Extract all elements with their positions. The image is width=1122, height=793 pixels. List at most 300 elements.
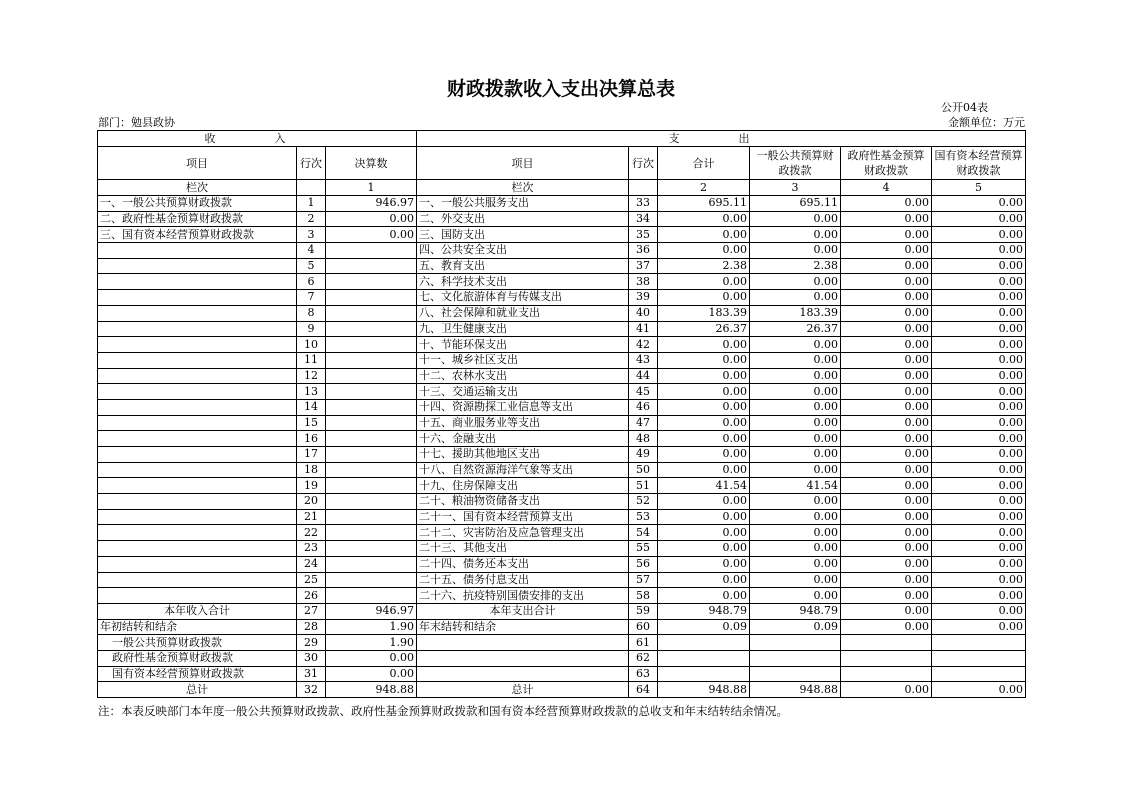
expense-item [417, 650, 629, 666]
expense-row-no: 49 [629, 447, 658, 463]
expense-total: 0.00 [658, 431, 750, 447]
expense-total: 0.00 [658, 243, 750, 259]
table-row [98, 682, 1026, 698]
expense-item: 十八、自然资源海洋气象等支出 [417, 462, 629, 478]
state-capital-amount: 0.00 [932, 321, 1026, 337]
col-label: 栏次 [417, 180, 629, 196]
income-row-no: 12 [297, 368, 326, 384]
income-amount [326, 478, 417, 494]
income-amount [326, 415, 417, 431]
gov-fund-amount: 0.00 [841, 243, 932, 259]
general-budget-amount [750, 666, 841, 682]
gov-fund-amount: 0.00 [841, 368, 932, 384]
gov-fund-amount: 0.00 [841, 196, 932, 212]
state-capital-amount: 0.00 [932, 384, 1026, 400]
expense-total: 0.00 [658, 556, 750, 572]
table-row [98, 525, 1026, 541]
income-item [98, 368, 297, 384]
table-row [98, 368, 1026, 384]
income-amount [326, 431, 417, 447]
income-amount [326, 525, 417, 541]
table-row [98, 243, 1026, 259]
state-capital-amount: 0.00 [932, 509, 1026, 525]
general-budget-amount: 0.00 [750, 352, 841, 368]
gov-fund-amount: 0.00 [841, 352, 932, 368]
income-row-no: 11 [297, 352, 326, 368]
income-row-no: 13 [297, 384, 326, 400]
expense-item: 五、教育支出 [417, 258, 629, 274]
expense-total: 0.00 [658, 447, 750, 463]
income-row-no: 10 [297, 337, 326, 353]
expense-item: 九、卫生健康支出 [417, 321, 629, 337]
gov-fund-amount: 0.00 [841, 682, 932, 698]
income-row-no: 19 [297, 478, 326, 494]
expense-total: 26.37 [658, 321, 750, 337]
general-budget-amount: 41.54 [750, 478, 841, 494]
gov-fund-amount: 0.00 [841, 227, 932, 243]
income-row-no: 23 [297, 541, 326, 557]
general-budget-amount: 0.00 [750, 525, 841, 541]
income-row-no: 1 [297, 196, 326, 212]
income-row-no: 31 [297, 666, 326, 682]
state-capital-amount: 0.00 [932, 619, 1026, 635]
income-item: 二、政府性基金预算财政拨款 [98, 211, 297, 227]
expense-total: 0.00 [658, 509, 750, 525]
income-item: 本年收入合计 [98, 603, 297, 619]
table-row [98, 227, 1026, 243]
income-amount [326, 337, 417, 353]
state-capital-amount: 0.00 [932, 211, 1026, 227]
budget-table [97, 130, 1026, 698]
expense-total: 0.00 [658, 274, 750, 290]
income-row-no: 4 [297, 243, 326, 259]
income-amount [326, 384, 417, 400]
expense-row-no: 39 [629, 290, 658, 306]
state-capital-amount: 0.00 [932, 556, 1026, 572]
gov-fund-amount [841, 650, 932, 666]
expense-item: 三、国防支出 [417, 227, 629, 243]
general-budget-amount: 0.00 [750, 290, 841, 306]
table-row [98, 635, 1026, 651]
table-row [98, 196, 1026, 212]
state-capital-amount: 0.00 [932, 227, 1026, 243]
expense-row-no: 57 [629, 572, 658, 588]
state-capital-amount: 0.00 [932, 258, 1026, 274]
expense-row-no: 53 [629, 509, 658, 525]
income-amount: 948.88 [326, 682, 417, 698]
expense-item: 一、一般公共服务支出 [417, 196, 629, 212]
expense-row-no: 34 [629, 211, 658, 227]
state-capital-amount: 0.00 [932, 682, 1026, 698]
expense-total: 0.00 [658, 211, 750, 227]
income-row-no: 5 [297, 258, 326, 274]
expense-section-header: 支 出 [417, 131, 1026, 147]
income-amount [326, 494, 417, 510]
income-item [98, 556, 297, 572]
expense-total: 183.39 [658, 305, 750, 321]
income-amount [326, 447, 417, 463]
expense-item: 十九、住房保障支出 [417, 478, 629, 494]
income-item: 三、国有资本经营预算财政拨款 [98, 227, 297, 243]
expense-total: 695.11 [658, 196, 750, 212]
income-item [98, 321, 297, 337]
state-capital-amount: 0.00 [932, 196, 1026, 212]
income-item [98, 384, 297, 400]
expense-row-no: 45 [629, 384, 658, 400]
income-item [98, 258, 297, 274]
gov-fund-amount: 0.00 [841, 462, 932, 478]
table-row [98, 290, 1026, 306]
income-row-no: 20 [297, 494, 326, 510]
state-capital-amount [932, 666, 1026, 682]
general-budget-header: 一般公共预算财政拨款 [750, 147, 841, 180]
gov-fund-amount: 0.00 [841, 399, 932, 415]
expense-row-no: 56 [629, 556, 658, 572]
col-index: 2 [658, 180, 750, 196]
expense-item: 四、公共安全支出 [417, 243, 629, 259]
table-row [98, 556, 1026, 572]
income-row-no: 7 [297, 290, 326, 306]
gov-fund-header: 政府性基金预算财政拨款 [841, 147, 932, 180]
general-budget-amount: 0.00 [750, 227, 841, 243]
state-capital-amount: 0.00 [932, 399, 1026, 415]
general-budget-amount: 0.00 [750, 462, 841, 478]
expense-row-no: 37 [629, 258, 658, 274]
general-budget-amount: 0.00 [750, 399, 841, 415]
gov-fund-amount: 0.00 [841, 478, 932, 494]
gov-fund-amount: 0.00 [841, 603, 932, 619]
table-row [98, 337, 1026, 353]
income-amount [326, 399, 417, 415]
income-amount: 0.00 [326, 650, 417, 666]
income-row-no: 3 [297, 227, 326, 243]
expense-item: 二、外交支出 [417, 211, 629, 227]
section-header-row [98, 131, 1026, 147]
expense-total: 0.00 [658, 588, 750, 604]
gov-fund-amount [841, 635, 932, 651]
general-budget-amount: 695.11 [750, 196, 841, 212]
expense-item: 二十六、抗疫特别国债安排的支出 [417, 588, 629, 604]
income-item [98, 525, 297, 541]
expense-item: 二十一、国有资本经营预算支出 [417, 509, 629, 525]
expense-total: 0.00 [658, 415, 750, 431]
table-row [98, 352, 1026, 368]
expense-item [417, 666, 629, 682]
income-row-no: 18 [297, 462, 326, 478]
income-row-no: 28 [297, 619, 326, 635]
gov-fund-amount: 0.00 [841, 556, 932, 572]
expense-total: 0.00 [658, 541, 750, 557]
income-item: 一般公共预算财政拨款 [98, 635, 297, 651]
income-item-header: 项目 [98, 147, 297, 180]
expense-item: 十三、交通运输支出 [417, 384, 629, 400]
state-capital-amount: 0.00 [932, 274, 1026, 290]
expense-item: 总计 [417, 682, 629, 698]
income-row-no: 16 [297, 431, 326, 447]
state-capital-amount: 0.00 [932, 494, 1026, 510]
income-item [98, 494, 297, 510]
blank-cell [297, 180, 326, 196]
general-budget-amount: 948.88 [750, 682, 841, 698]
expense-row-no: 55 [629, 541, 658, 557]
income-row-no: 30 [297, 650, 326, 666]
expense-total: 0.00 [658, 399, 750, 415]
gov-fund-amount: 0.00 [841, 509, 932, 525]
expense-total: 0.00 [658, 572, 750, 588]
income-amount [326, 274, 417, 290]
expense-item: 本年支出合计 [417, 603, 629, 619]
income-item [98, 572, 297, 588]
expense-total: 0.00 [658, 494, 750, 510]
expense-total: 0.00 [658, 290, 750, 306]
expense-row-no: 35 [629, 227, 658, 243]
income-row-no: 24 [297, 556, 326, 572]
income-amount [326, 258, 417, 274]
income-amount [326, 509, 417, 525]
expense-item: 二十四、债务还本支出 [417, 556, 629, 572]
expense-total: 41.54 [658, 478, 750, 494]
expense-row-no-header: 行次 [629, 147, 658, 180]
state-capital-amount: 0.00 [932, 447, 1026, 463]
col-index: 5 [932, 180, 1026, 196]
income-amount [326, 541, 417, 557]
table-row [98, 541, 1026, 557]
income-item: 总计 [98, 682, 297, 698]
income-row-no: 14 [297, 399, 326, 415]
expense-item: 十六、金融支出 [417, 431, 629, 447]
general-budget-amount: 183.39 [750, 305, 841, 321]
state-capital-amount: 0.00 [932, 415, 1026, 431]
income-amount [326, 462, 417, 478]
expense-row-no: 51 [629, 478, 658, 494]
col-index: 4 [841, 180, 932, 196]
income-item: 年初结转和结余 [98, 619, 297, 635]
income-item [98, 588, 297, 604]
income-amount: 0.00 [326, 211, 417, 227]
income-row-no: 17 [297, 447, 326, 463]
expense-row-no: 46 [629, 399, 658, 415]
state-capital-amount: 0.00 [932, 305, 1026, 321]
general-budget-amount: 0.09 [750, 619, 841, 635]
expense-total: 948.88 [658, 682, 750, 698]
state-capital-amount: 0.00 [932, 431, 1026, 447]
gov-fund-amount: 0.00 [841, 258, 932, 274]
gov-fund-amount [841, 666, 932, 682]
general-budget-amount: 0.00 [750, 447, 841, 463]
table-row [98, 384, 1026, 400]
expense-row-no: 47 [629, 415, 658, 431]
general-budget-amount: 0.00 [750, 243, 841, 259]
state-capital-amount: 0.00 [932, 290, 1026, 306]
expense-row-no: 43 [629, 352, 658, 368]
table-row [98, 494, 1026, 510]
table-row [98, 431, 1026, 447]
income-row-no: 6 [297, 274, 326, 290]
expense-item [417, 635, 629, 651]
expense-row-no: 52 [629, 494, 658, 510]
expense-total [658, 650, 750, 666]
general-budget-amount: 26.37 [750, 321, 841, 337]
gov-fund-amount: 0.00 [841, 447, 932, 463]
expense-row-no: 59 [629, 603, 658, 619]
income-row-no: 27 [297, 603, 326, 619]
expense-row-no: 44 [629, 368, 658, 384]
income-row-no: 29 [297, 635, 326, 651]
state-capital-amount: 0.00 [932, 462, 1026, 478]
income-item [98, 399, 297, 415]
state-capital-amount: 0.00 [932, 572, 1026, 588]
income-amount: 1.90 [326, 619, 417, 635]
expense-item: 十五、商业服务业等支出 [417, 415, 629, 431]
expense-row-no: 41 [629, 321, 658, 337]
col-index: 1 [326, 180, 417, 196]
table-row [98, 211, 1026, 227]
general-budget-amount: 0.00 [750, 211, 841, 227]
income-item [98, 305, 297, 321]
table-row [98, 447, 1026, 463]
income-item [98, 290, 297, 306]
state-capital-amount: 0.00 [932, 541, 1026, 557]
income-item: 政府性基金预算财政拨款 [98, 650, 297, 666]
state-capital-amount: 0.00 [932, 243, 1026, 259]
table-row [98, 666, 1026, 682]
expense-row-no: 38 [629, 274, 658, 290]
income-amount [326, 305, 417, 321]
general-budget-amount: 0.00 [750, 588, 841, 604]
expense-total: 2.38 [658, 258, 750, 274]
expense-item: 二十、粮油物资储备支出 [417, 494, 629, 510]
expense-item: 十七、援助其他地区支出 [417, 447, 629, 463]
income-item [98, 462, 297, 478]
income-row-no-header: 行次 [297, 147, 326, 180]
unit-label: 金额单位：万元 [948, 116, 1025, 129]
general-budget-amount: 2.38 [750, 258, 841, 274]
expense-row-no: 36 [629, 243, 658, 259]
income-item [98, 478, 297, 494]
table-row [98, 274, 1026, 290]
state-capital-amount: 0.00 [932, 603, 1026, 619]
expense-row-no: 64 [629, 682, 658, 698]
income-row-no: 15 [297, 415, 326, 431]
expense-item: 七、文化旅游体育与传媒支出 [417, 290, 629, 306]
expense-item: 十四、资源勘探工业信息等支出 [417, 399, 629, 415]
footnote: 注：本表反映部门本年度一般公共预算财政拨款、政府性基金预算财政拨款和国有资本经营预算财政拨款的总收支和年末结转结余情况。 [98, 704, 788, 718]
expense-total: 0.09 [658, 619, 750, 635]
expense-total: 0.00 [658, 384, 750, 400]
col-label: 栏次 [98, 180, 297, 196]
expense-row-no: 58 [629, 588, 658, 604]
income-item [98, 274, 297, 290]
table-row [98, 650, 1026, 666]
gov-fund-amount: 0.00 [841, 431, 932, 447]
expense-item: 十、节能环保支出 [417, 337, 629, 353]
expense-row-no: 50 [629, 462, 658, 478]
gov-fund-amount: 0.00 [841, 525, 932, 541]
income-item [98, 243, 297, 259]
gov-fund-amount: 0.00 [841, 494, 932, 510]
expense-item: 二十二、灾害防治及应急管理支出 [417, 525, 629, 541]
expense-row-no: 48 [629, 431, 658, 447]
expense-item-header: 项目 [417, 147, 629, 180]
income-row-no: 25 [297, 572, 326, 588]
general-budget-amount: 948.79 [750, 603, 841, 619]
income-section-header: 收 入 [98, 131, 417, 147]
state-capital-amount: 0.00 [932, 478, 1026, 494]
state-capital-amount: 0.00 [932, 337, 1026, 353]
income-item: 国有资本经营预算财政拨款 [98, 666, 297, 682]
table-row [98, 588, 1026, 604]
expense-row-no: 33 [629, 196, 658, 212]
general-budget-amount: 0.00 [750, 384, 841, 400]
table-row [98, 619, 1026, 635]
gov-fund-amount: 0.00 [841, 541, 932, 557]
blank-cell [629, 180, 658, 196]
expense-row-no: 40 [629, 305, 658, 321]
income-amount [326, 321, 417, 337]
income-row-no: 2 [297, 211, 326, 227]
income-row-no: 22 [297, 525, 326, 541]
general-budget-amount: 0.00 [750, 368, 841, 384]
general-budget-amount: 0.00 [750, 509, 841, 525]
expense-total [658, 635, 750, 651]
income-item [98, 352, 297, 368]
income-amount [326, 243, 417, 259]
income-amount: 1.90 [326, 635, 417, 651]
expense-item: 六、科学技术支出 [417, 274, 629, 290]
expense-item: 二十三、其他支出 [417, 541, 629, 557]
state-capital-amount: 0.00 [932, 588, 1026, 604]
expense-item: 年末结转和结余 [417, 619, 629, 635]
expense-item: 十二、农林水支出 [417, 368, 629, 384]
column-index-row [98, 180, 1026, 196]
income-amount: 946.97 [326, 603, 417, 619]
expense-total: 0.00 [658, 368, 750, 384]
gov-fund-amount: 0.00 [841, 337, 932, 353]
expense-total: 948.79 [658, 603, 750, 619]
gov-fund-amount: 0.00 [841, 415, 932, 431]
general-budget-amount: 0.00 [750, 572, 841, 588]
expense-row-no: 61 [629, 635, 658, 651]
table-row [98, 462, 1026, 478]
income-amount: 0.00 [326, 227, 417, 243]
expense-row-no: 54 [629, 525, 658, 541]
income-item [98, 447, 297, 463]
table-row [98, 399, 1026, 415]
general-budget-amount: 0.00 [750, 494, 841, 510]
table-row [98, 572, 1026, 588]
gov-fund-amount: 0.00 [841, 305, 932, 321]
expense-total: 0.00 [658, 462, 750, 478]
state-capital-amount [932, 635, 1026, 651]
income-amount [326, 290, 417, 306]
income-row-no: 21 [297, 509, 326, 525]
general-budget-amount [750, 635, 841, 651]
state-capital-amount: 0.00 [932, 525, 1026, 541]
table-row [98, 509, 1026, 525]
gov-fund-amount: 0.00 [841, 572, 932, 588]
expense-row-no: 60 [629, 619, 658, 635]
gov-fund-amount: 0.00 [841, 274, 932, 290]
table-row [98, 258, 1026, 274]
income-item [98, 541, 297, 557]
general-budget-amount: 0.00 [750, 556, 841, 572]
general-budget-amount: 0.00 [750, 274, 841, 290]
expense-total: 0.00 [658, 227, 750, 243]
col-index: 3 [750, 180, 841, 196]
gov-fund-amount: 0.00 [841, 619, 932, 635]
gov-fund-amount: 0.00 [841, 211, 932, 227]
table-code: 公开04表 [941, 101, 988, 114]
